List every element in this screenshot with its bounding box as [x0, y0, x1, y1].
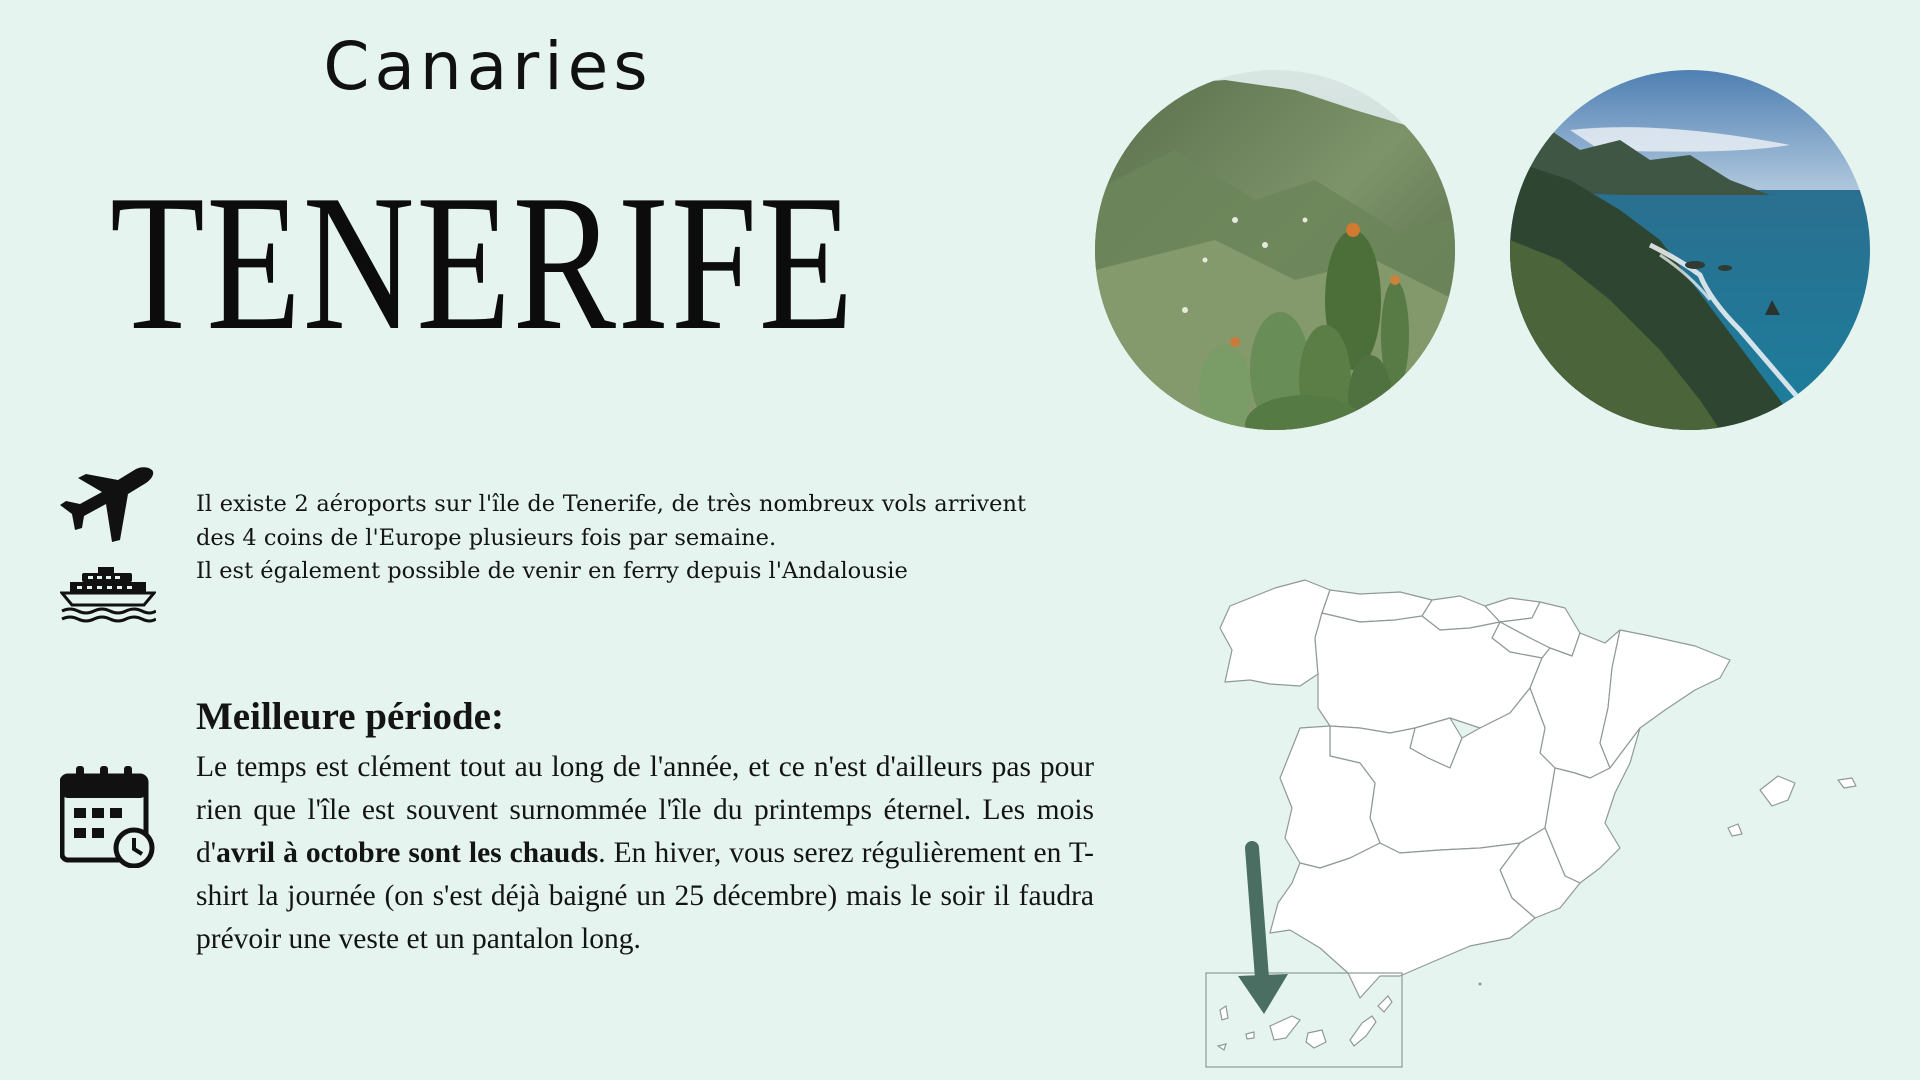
- subtitle: Canaries: [323, 28, 653, 105]
- period-heading: Meilleure période:: [196, 695, 504, 738]
- page-title-text: TENERIFE: [110, 155, 855, 371]
- photo-cactus: [1095, 70, 1455, 430]
- region-catalonia: [1600, 630, 1730, 768]
- period-text-a: Le temps est clément tout au long de l'année, et ce n'est d'ailleurs pas pour rien que l'île est souvent surnommée l'île du printemps éternel. Les mois d': [196, 751, 1094, 869]
- period-text-bold: avril à octobre sont les chauds: [216, 837, 599, 869]
- region-balearic-ibiza: [1728, 824, 1742, 836]
- island-hierro: [1218, 1044, 1226, 1050]
- ferry-icon: [60, 563, 156, 623]
- island-gran-canaria: [1306, 1030, 1326, 1048]
- travel-info: [196, 488, 1026, 589]
- photo-coast: [1510, 70, 1870, 430]
- island-tenerife: [1270, 1016, 1300, 1040]
- island-la-palma: [1220, 1006, 1228, 1020]
- calendar-clock-icon: [60, 762, 156, 868]
- spain-map: [1200, 578, 1880, 1068]
- island-fuerteventura: [1350, 1016, 1376, 1046]
- travel-ferry-text: Il est également possible de venir en ferry depuis l'Andalousie: [196, 558, 908, 584]
- region-balearic-menorca: [1838, 778, 1856, 788]
- period-text: [196, 746, 1094, 961]
- island-lanzarote: [1378, 996, 1392, 1012]
- region-galicia: [1220, 580, 1330, 686]
- island-gomera: [1246, 1032, 1254, 1039]
- travel-airports-text: Il existe 2 aéroports sur l'île de Tenerife, de très nombreux vols arrivent des 4 coins de l'Europe plusieurs fois par semaine.: [196, 491, 1026, 551]
- page-title: [110, 138, 870, 371]
- period-text-b: . En hiver, vous serez régulièrement en T-shirt la journée (on s'est déjà baigné un 25 décembre) mais le soir il faudra prévoir une veste et un pantalon long.: [196, 837, 1094, 955]
- plane-icon: [60, 464, 156, 542]
- region-balearic-mallorca: [1760, 776, 1795, 806]
